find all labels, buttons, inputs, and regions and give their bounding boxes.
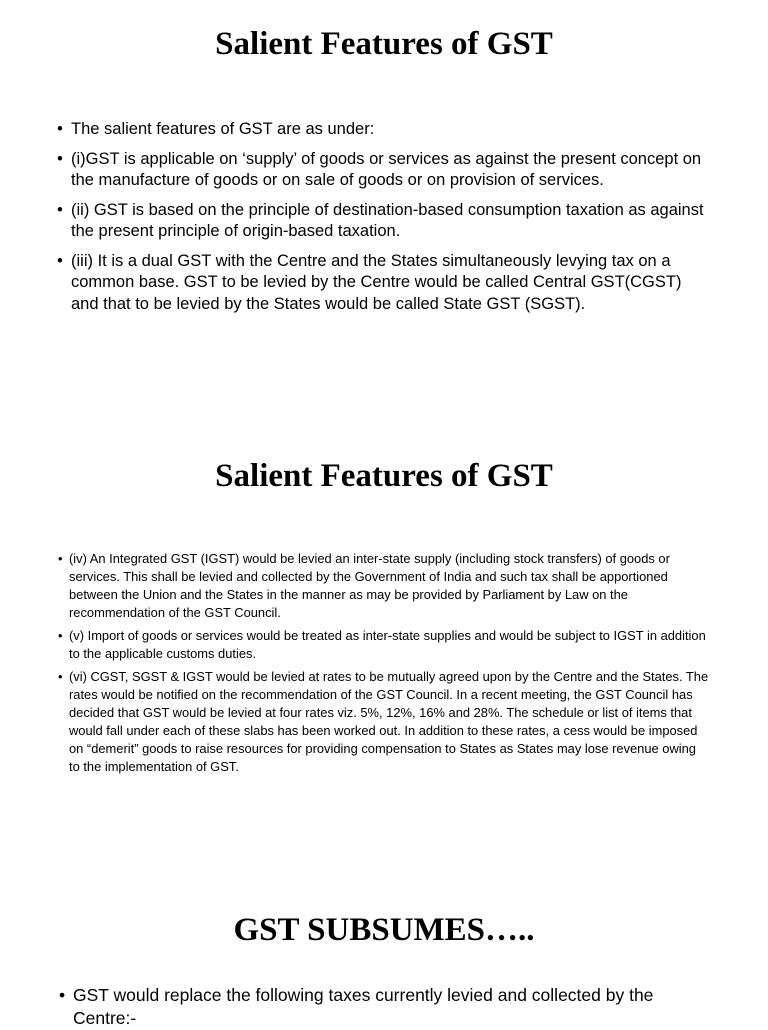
slide-title: GST SUBSUMES….. — [233, 912, 535, 948]
list-item — [58, 550, 709, 622]
bullet-icon: • — [57, 251, 63, 270]
bullet-text: (ii) GST is based on the principle of destination-based consumption taxation as against the present principle of origin-based taxation. — [71, 200, 704, 240]
slide-2 — [0, 440, 768, 820]
bullet-icon: • — [58, 669, 63, 684]
bullet-text: GST would replace the following taxes currently levied and collected by the Centre:- — [73, 985, 654, 1028]
list-item — [57, 149, 711, 192]
list-item — [57, 200, 711, 243]
bullet-text: (i)GST is applicable on ‘supply’ of goods or services as against the present concept on the manufacture of goods or on sale of goods or on provision of services. — [71, 149, 702, 189]
bullet-icon: • — [57, 200, 63, 219]
slide-title: Salient Features of GST — [215, 26, 553, 62]
bullet-icon: • — [58, 628, 63, 643]
bullet-text: (v) Import of goods or services would be treated as inter-state supplies and would be subject to IGST in addition to the applicable customs duties. — [69, 628, 706, 661]
list-item — [58, 627, 709, 663]
bullet-list — [57, 119, 711, 323]
bullet-text: The salient features of GST are as under: — [71, 120, 375, 138]
list-item — [58, 668, 709, 776]
bullet-text: (iii) It is a dual GST with the Centre and the States simultaneously levying tax on a common base. GST to be levied by the Centre would be called Central GST(CGST) and that to be levied by the States would be called State GST (SGST). — [71, 251, 682, 313]
slide-title: Salient Features of GST — [215, 458, 553, 494]
bullet-list — [58, 550, 709, 781]
bullet-icon: • — [58, 551, 63, 566]
list-item — [57, 119, 711, 141]
list-item — [59, 984, 713, 1030]
bullet-text: (iv) An Integrated GST (IGST) would be levied an inter-state supply (including stock transfers) of goods or services. This shall be levied and collected by the Government of India and such tax shall be apportioned between the Union and the States in the manner as may be provided by Parliament by Law on the recommendation of the GST Council. — [69, 551, 670, 620]
slide-3 — [0, 900, 768, 1028]
bullet-text: (vi) CGST, SGST & IGST would be levied at rates to be mutually agreed upon by the Centre and the States. The rates would be notified on the recommendation of the GST Council. In a recent meeting, the GST Council has decided that GST would be levied at four rates viz. 5%, 12%, 16% and 28%. The schedule or list of items that would fall under each of these slabs has been worked out. In addition to these rates, a cess would be imposed on “demerit” goods to raise resources for providing compensation to States as States may lose revenue owing to the implementation of GST. — [69, 669, 709, 774]
slide-1 — [0, 0, 768, 400]
list-item — [57, 251, 711, 316]
bullet-icon: • — [57, 120, 63, 138]
bullet-list — [59, 984, 713, 1030]
bullet-icon: • — [57, 149, 63, 168]
bullet-icon: • — [59, 985, 66, 1005]
